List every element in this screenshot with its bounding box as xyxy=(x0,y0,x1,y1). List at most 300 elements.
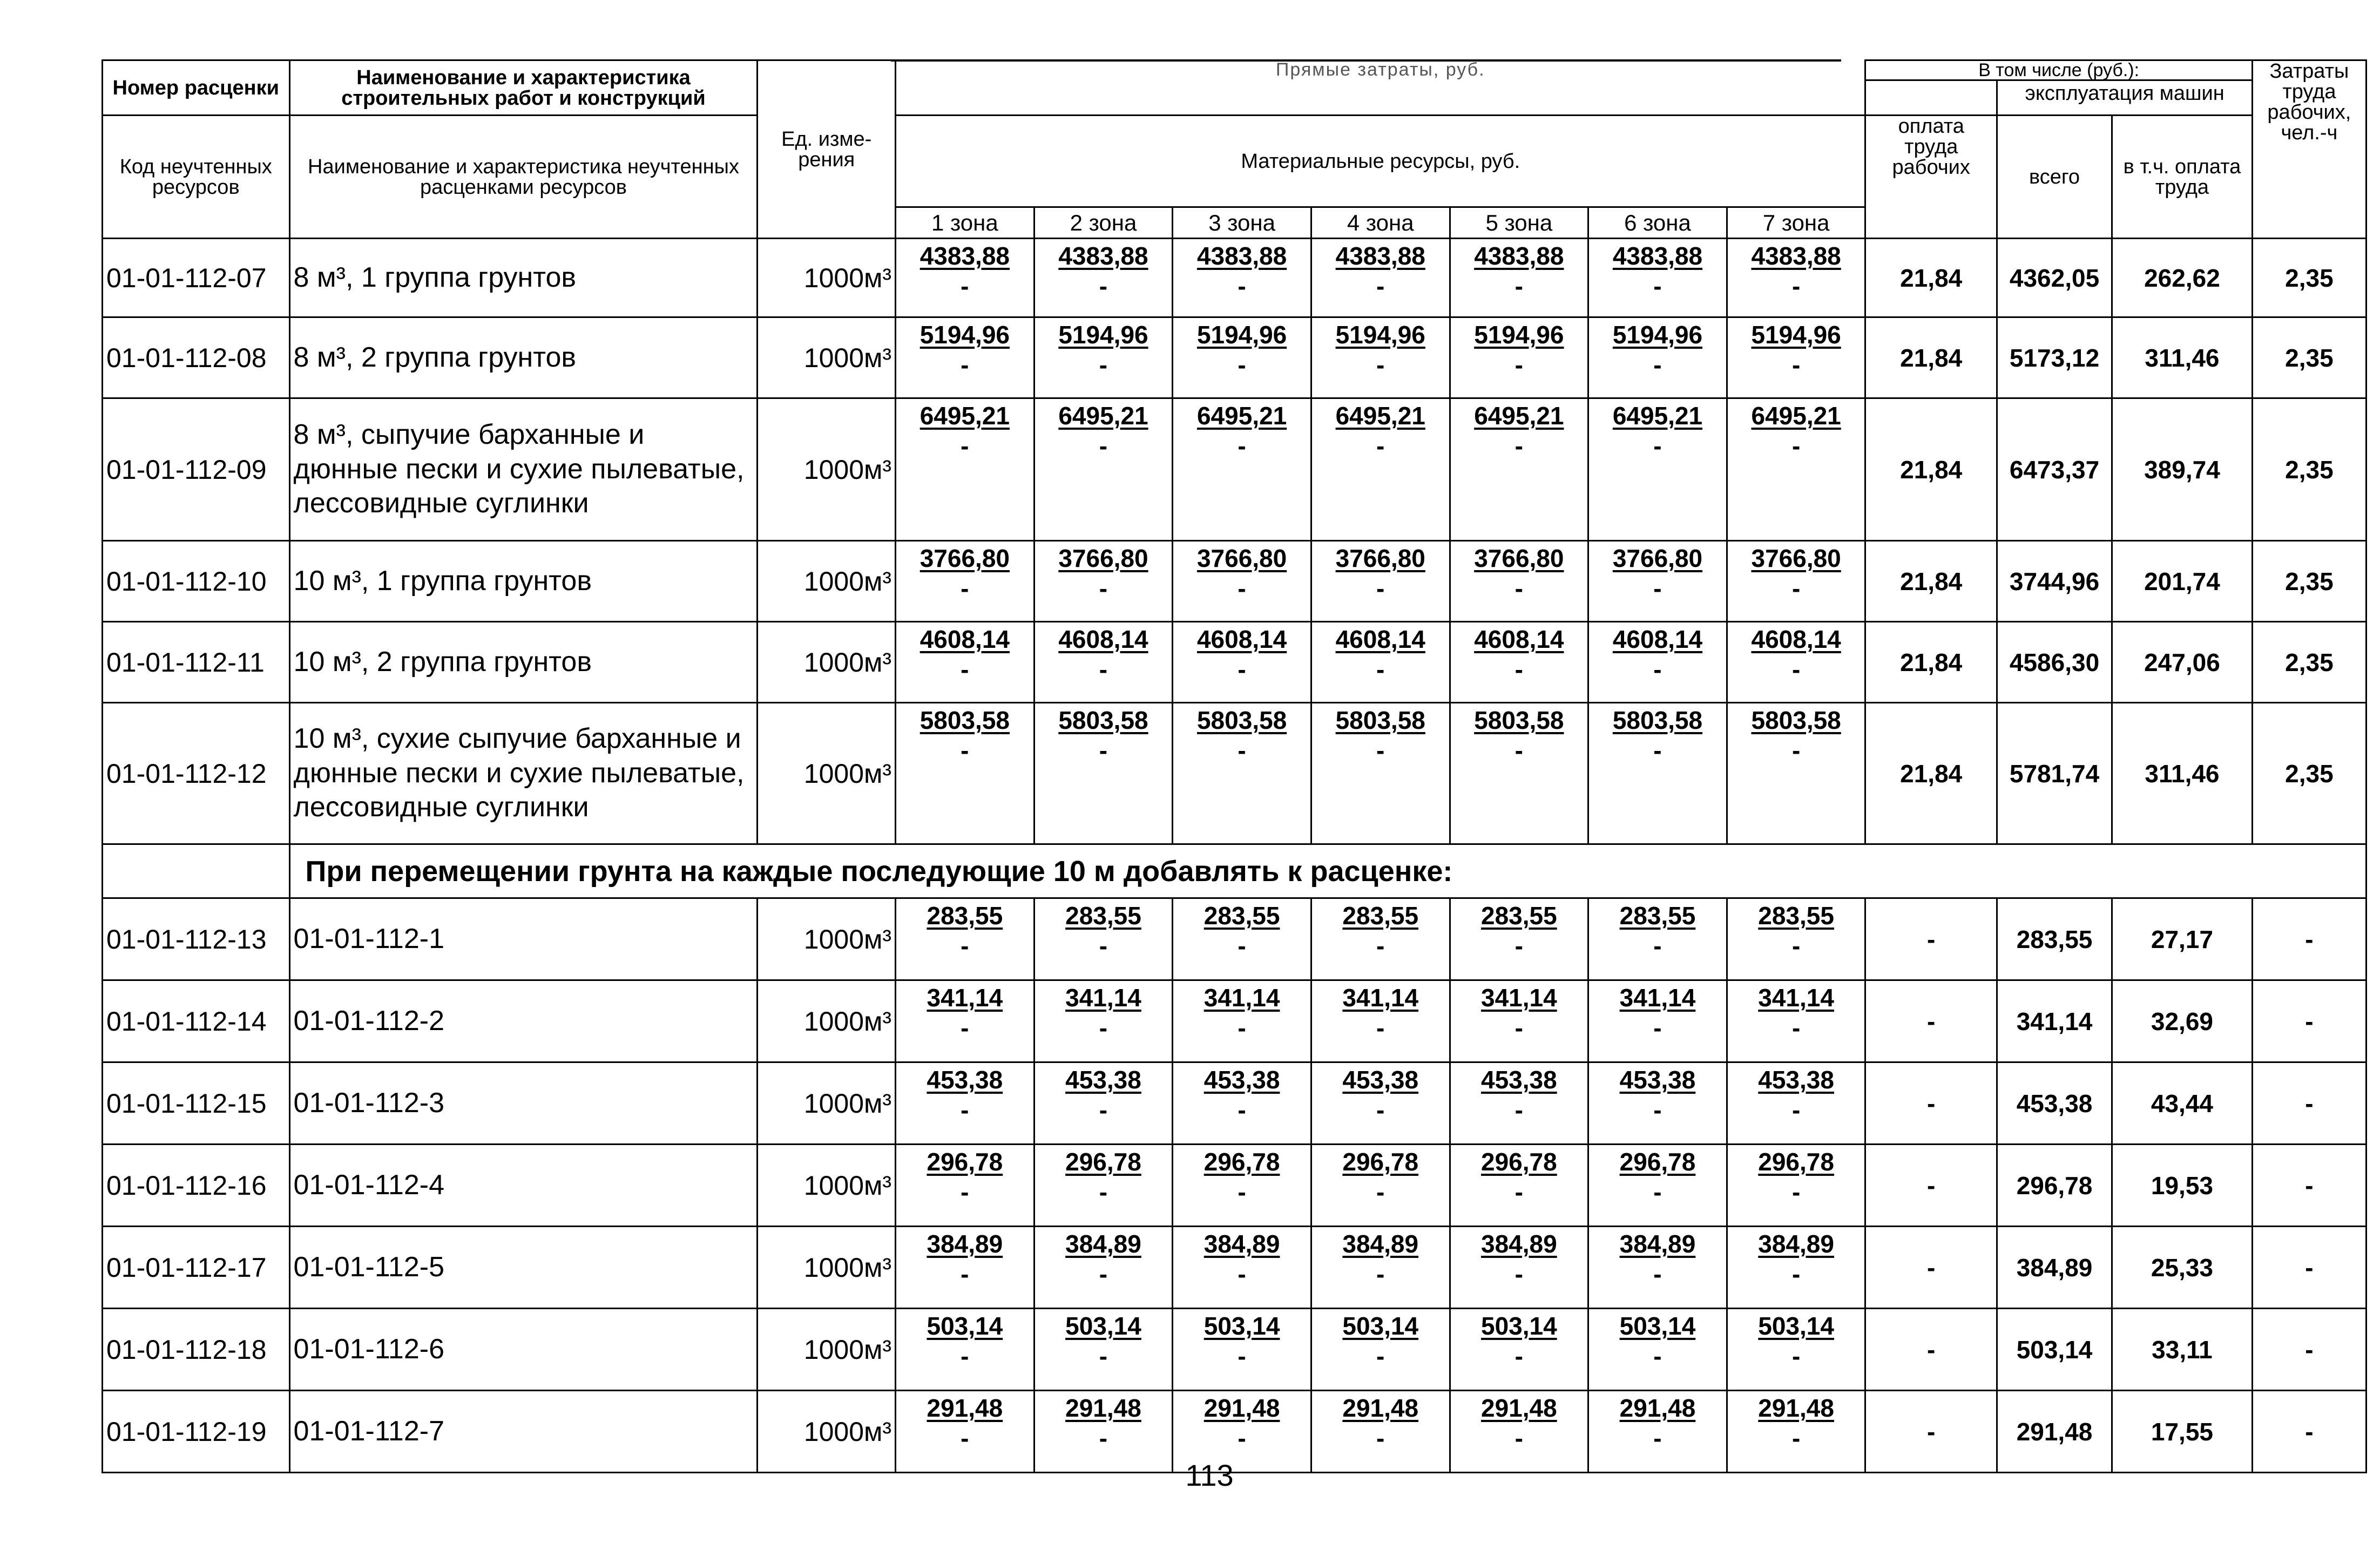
table-row xyxy=(103,239,2367,317)
zone-header: 6 зона xyxy=(1588,207,1727,239)
labor-hours-value: 2,35 xyxy=(2252,703,2366,844)
machines-total-value: 4362,05 xyxy=(1997,239,2112,317)
zone-cost-value: 384,89 xyxy=(1480,1230,1557,1258)
zone-cost-dash: - xyxy=(1514,1342,1523,1370)
rate-name: 10 м³, 1 группа грунтов xyxy=(289,541,758,622)
labor-pay-value: 21,84 xyxy=(1865,317,1997,398)
zone-cost xyxy=(1450,703,1588,844)
zone-cost xyxy=(1588,1227,1727,1309)
labor-pay-value: - xyxy=(1865,1391,1997,1473)
rate-name: 10 м³, сухие сыпучие барханные и дюнные пески и сухие пылеватые, лессовидные суглинки xyxy=(289,703,758,844)
zone-cost-dash: - xyxy=(1514,1260,1523,1288)
machines-total-value: 341,14 xyxy=(1997,980,2112,1062)
zone-cost-dash: - xyxy=(1099,272,1108,300)
zone-cost-dash: - xyxy=(1653,351,1662,379)
zone-cost xyxy=(1450,1145,1588,1227)
zone-cost xyxy=(1450,398,1588,541)
zone-cost xyxy=(1588,317,1727,398)
zone-cost-value: 4608,14 xyxy=(1058,625,1148,653)
table-row xyxy=(103,541,2367,622)
zone-cost-value: 4383,88 xyxy=(1058,242,1148,270)
zone-cost-value: 5194,96 xyxy=(1335,321,1425,349)
labor-pay-value: - xyxy=(1865,1227,1997,1309)
rate-name: 8 м³, 2 группа грунтов xyxy=(289,317,758,398)
zone-cost-value: 6495,21 xyxy=(1751,402,1841,430)
zone-cost-value: 341,14 xyxy=(1480,984,1557,1012)
page-number: 113 xyxy=(1185,1458,1234,1492)
zone-cost-value: 384,89 xyxy=(1342,1230,1419,1258)
unit-value: 1000м³ xyxy=(758,1309,896,1391)
zone-cost-dash: - xyxy=(1791,272,1801,300)
zone-cost-dash: - xyxy=(1376,736,1385,764)
zone-cost-dash: - xyxy=(1376,1424,1385,1452)
rate-code: 01-01-112-11 xyxy=(103,622,290,703)
zone-cost-dash: - xyxy=(1238,932,1246,960)
zone-cost xyxy=(1173,317,1311,398)
zone-cost-value: 291,48 xyxy=(1065,1394,1141,1422)
rate-name: 01-01-112-2 xyxy=(289,980,758,1062)
zone-cost xyxy=(896,317,1035,398)
rate-name: 01-01-112-7 xyxy=(289,1391,758,1473)
zone-cost-value: 4608,14 xyxy=(1612,625,1703,653)
zone-cost-value: 5194,96 xyxy=(1751,321,1841,349)
zone-cost xyxy=(1727,1062,1865,1145)
zone-cost-value: 384,89 xyxy=(1203,1230,1280,1258)
zone-cost xyxy=(1588,622,1727,703)
table-row xyxy=(103,980,2367,1062)
work-name-header: Наименование и характеристика строительных работ и конструкций xyxy=(289,60,758,116)
zone-cost xyxy=(896,1391,1035,1473)
machines-labor-value: 32,69 xyxy=(2112,980,2253,1062)
unit-value: 1000м³ xyxy=(758,1391,896,1473)
zone-cost-value: 503,14 xyxy=(927,1312,1003,1340)
zone-cost xyxy=(1173,703,1311,844)
zone-cost xyxy=(1311,898,1450,980)
zone-cost-value: 296,78 xyxy=(1619,1148,1696,1176)
zone-cost-dash: - xyxy=(1514,655,1523,683)
zone-cost-dash: - xyxy=(1791,1096,1801,1124)
zone-cost-value: 5194,96 xyxy=(919,321,1010,349)
machines-total-header: всего xyxy=(1997,116,2112,239)
zone-cost-dash: - xyxy=(1514,1014,1523,1042)
zone-cost-value: 5194,96 xyxy=(1612,321,1703,349)
rate-name: 8 м³, 1 группа грунтов xyxy=(289,239,758,317)
zone-cost-value: 4383,88 xyxy=(1751,242,1841,270)
zone-cost-value: 341,14 xyxy=(1203,984,1280,1012)
labor-pay-value: - xyxy=(1865,1145,1997,1227)
zone-cost-dash: - xyxy=(1376,574,1385,603)
zone-cost-dash: - xyxy=(1238,272,1246,300)
rate-name: 8 м³, сыпучие барханные и дюнные пески и сухие пылеватые, лессовидные суглинки xyxy=(289,398,758,541)
zone-cost-value: 296,78 xyxy=(1342,1148,1419,1176)
zone-cost-dash: - xyxy=(1376,1014,1385,1042)
machines-labor-value: 33,11 xyxy=(2112,1309,2253,1391)
zone-cost-value: 4608,14 xyxy=(1335,625,1425,653)
zone-cost xyxy=(1727,703,1865,844)
zone-cost xyxy=(1034,1062,1173,1145)
zone-cost-dash: - xyxy=(1099,1342,1108,1370)
zone-cost xyxy=(1173,980,1311,1062)
zone-cost-value: 291,48 xyxy=(1203,1394,1280,1422)
machines-labor-value: 247,06 xyxy=(2112,622,2253,703)
zone-cost-value: 4383,88 xyxy=(1335,242,1425,270)
table-row xyxy=(103,1227,2367,1309)
zone-cost xyxy=(896,980,1035,1062)
zone-cost-dash: - xyxy=(1514,1178,1523,1206)
labor-pay-value: 21,84 xyxy=(1865,239,1997,317)
zone-cost-value: 6495,21 xyxy=(1335,402,1425,430)
zone-cost-dash: - xyxy=(1653,932,1662,960)
zone-cost xyxy=(1173,622,1311,703)
zone-cost xyxy=(896,898,1035,980)
zone-cost xyxy=(1034,1227,1173,1309)
labor-hours-header: Затраты труда рабочих, чел.-ч xyxy=(2252,60,2366,239)
zone-cost-dash: - xyxy=(1376,1260,1385,1288)
zone-cost-value: 5194,96 xyxy=(1196,321,1287,349)
zone-cost xyxy=(1311,398,1450,541)
zone-cost-value: 453,38 xyxy=(1342,1066,1419,1094)
machines-labor-value: 43,44 xyxy=(2112,1062,2253,1145)
labor-pay-value: - xyxy=(1865,1062,1997,1145)
zone-cost xyxy=(1588,980,1727,1062)
machines-labor-value: 311,46 xyxy=(2112,317,2253,398)
table-row xyxy=(103,398,2367,541)
zone-cost xyxy=(896,541,1035,622)
zone-cost-value: 503,14 xyxy=(1342,1312,1419,1340)
zone-cost xyxy=(1450,622,1588,703)
zone-cost-value: 5803,58 xyxy=(1335,706,1425,734)
zone-cost-value: 453,38 xyxy=(1203,1066,1280,1094)
rates-body-b xyxy=(103,898,2367,1473)
rate-code: 01-01-112-10 xyxy=(103,541,290,622)
unit-value: 1000м³ xyxy=(758,1062,896,1145)
zone-cost-dash: - xyxy=(1099,1424,1108,1452)
zone-cost-dash: - xyxy=(961,574,969,603)
zone-cost-value: 291,48 xyxy=(1758,1394,1834,1422)
labor-pay-value: 21,84 xyxy=(1865,622,1997,703)
zone-cost xyxy=(1311,1391,1450,1473)
zone-cost-dash: - xyxy=(1791,432,1801,460)
zone-cost-dash: - xyxy=(1238,1178,1246,1206)
zone-cost-value: 3766,80 xyxy=(1612,544,1703,572)
zone-cost xyxy=(1588,541,1727,622)
zone-cost xyxy=(1727,1227,1865,1309)
zone-cost xyxy=(1727,541,1865,622)
zone-cost-value: 503,14 xyxy=(1480,1312,1557,1340)
labor-hours-value: 2,35 xyxy=(2252,398,2366,541)
rate-number-header: Номер расценки xyxy=(103,60,290,116)
zone-cost xyxy=(896,1062,1035,1145)
zone-cost-value: 5803,58 xyxy=(1612,706,1703,734)
direct-costs-header: Прямые затраты, руб. xyxy=(896,60,1865,116)
rate-name: 01-01-112-5 xyxy=(289,1227,758,1309)
unit-value: 1000м³ xyxy=(758,398,896,541)
zone-cost-dash: - xyxy=(1376,655,1385,683)
zone-cost-dash: - xyxy=(1376,432,1385,460)
zone-cost-dash: - xyxy=(1099,432,1108,460)
labor-pay-value: 21,84 xyxy=(1865,703,1997,844)
rate-name: 01-01-112-1 xyxy=(289,898,758,980)
labor-hours-value: 2,35 xyxy=(2252,317,2366,398)
zone-cost-dash: - xyxy=(1791,1424,1801,1452)
zone-cost-dash: - xyxy=(1791,1260,1801,1288)
zone-cost-dash: - xyxy=(1653,655,1662,683)
zone-cost-dash: - xyxy=(961,932,969,960)
zone-cost-value: 4608,14 xyxy=(919,625,1010,653)
zone-cost-value: 341,14 xyxy=(1065,984,1141,1012)
zone-cost xyxy=(1311,239,1450,317)
zone-cost-value: 3766,80 xyxy=(1196,544,1287,572)
unit-value: 1000м³ xyxy=(758,541,896,622)
zone-cost-dash: - xyxy=(1653,1096,1662,1124)
zone-cost-dash: - xyxy=(1238,351,1246,379)
labor-pay-value: 21,84 xyxy=(1865,398,1997,541)
machines-labor-value: 389,74 xyxy=(2112,398,2253,541)
zone-cost-value: 453,38 xyxy=(1480,1066,1557,1094)
zone-cost-dash: - xyxy=(1099,351,1108,379)
unit-value: 1000м³ xyxy=(758,239,896,317)
zone-cost-dash: - xyxy=(1238,1096,1246,1124)
zone-cost xyxy=(1588,1391,1727,1473)
labor-pay-value: 21,84 xyxy=(1865,541,1997,622)
zone-cost-dash: - xyxy=(1653,432,1662,460)
zone-cost-dash: - xyxy=(1514,351,1523,379)
including-header: В том числе (руб.): xyxy=(1866,61,2251,81)
zone-cost xyxy=(896,239,1035,317)
machines-labor-value: 311,46 xyxy=(2112,703,2253,844)
zone-cost xyxy=(1450,317,1588,398)
zone-cost xyxy=(896,622,1035,703)
labor-hours-value: - xyxy=(2252,1145,2366,1227)
unit-value: 1000м³ xyxy=(758,703,896,844)
labor-pay-value: - xyxy=(1865,1309,1997,1391)
zone-cost-dash: - xyxy=(1791,736,1801,764)
zone-cost-dash: - xyxy=(961,272,969,300)
unit-value: 1000м³ xyxy=(758,1227,896,1309)
unit-header: Ед. изме- рения xyxy=(758,60,896,239)
zone-cost-dash: - xyxy=(1791,1178,1801,1206)
rate-code: 01-01-112-16 xyxy=(103,1145,290,1227)
rate-code: 01-01-112-17 xyxy=(103,1227,290,1309)
zone-cost-value: 3766,80 xyxy=(1751,544,1841,572)
zone-cost-dash: - xyxy=(1653,736,1662,764)
zone-cost-dash: - xyxy=(961,1260,969,1288)
labor-hours-value: 2,35 xyxy=(2252,541,2366,622)
zone-header: 5 зона xyxy=(1450,207,1588,239)
zone-cost xyxy=(1311,980,1450,1062)
zone-cost xyxy=(1034,317,1173,398)
zone-cost-value: 453,38 xyxy=(1758,1066,1834,1094)
zone-cost-dash: - xyxy=(1376,932,1385,960)
zone-cost xyxy=(1173,1062,1311,1145)
header-row-2 xyxy=(103,116,2367,207)
zone-cost-value: 4383,88 xyxy=(1196,242,1287,270)
zone-cost-value: 341,14 xyxy=(1619,984,1696,1012)
rate-code: 01-01-112-08 xyxy=(103,317,290,398)
unit-value: 1000м³ xyxy=(758,317,896,398)
zone-cost-value: 4608,14 xyxy=(1751,625,1841,653)
zone-cost xyxy=(1311,1062,1450,1145)
machines-labor-header: в т.ч. оплата труда xyxy=(2112,116,2253,239)
zone-cost-value: 4608,14 xyxy=(1196,625,1287,653)
zone-cost-value: 341,14 xyxy=(1758,984,1834,1012)
zone-cost xyxy=(1450,239,1588,317)
zone-cost-dash: - xyxy=(1238,432,1246,460)
zone-cost-dash: - xyxy=(1653,1260,1662,1288)
zone-cost xyxy=(1727,898,1865,980)
zone-cost xyxy=(1034,541,1173,622)
zone-cost xyxy=(1034,703,1173,844)
zone-cost xyxy=(1727,1391,1865,1473)
zone-cost-value: 291,48 xyxy=(1619,1394,1696,1422)
table-row xyxy=(103,622,2367,703)
rate-code: 01-01-112-07 xyxy=(103,239,290,317)
zone-cost-dash: - xyxy=(1099,1014,1108,1042)
zone-cost-dash: - xyxy=(1653,272,1662,300)
table-row xyxy=(103,1309,2367,1391)
zone-cost-value: 384,89 xyxy=(927,1230,1003,1258)
zone-cost-dash: - xyxy=(1099,1260,1108,1288)
machines-total-value: 453,38 xyxy=(1997,1062,2112,1145)
machines-total-value: 503,14 xyxy=(1997,1309,2112,1391)
zone-cost-value: 503,14 xyxy=(1203,1312,1280,1340)
zone-cost-dash: - xyxy=(961,1424,969,1452)
zone-cost xyxy=(1450,898,1588,980)
unit-value: 1000м³ xyxy=(758,1145,896,1227)
zone-cost-value: 3766,80 xyxy=(1474,544,1564,572)
labor-hours-value: 2,35 xyxy=(2252,622,2366,703)
zone-cost-dash: - xyxy=(1791,1014,1801,1042)
zone-cost xyxy=(1588,1062,1727,1145)
zone-cost-dash: - xyxy=(1791,574,1801,603)
zone-cost xyxy=(1173,541,1311,622)
zone-cost xyxy=(1173,1227,1311,1309)
zone-cost-dash: - xyxy=(1099,932,1108,960)
machines-labor-value: 25,33 xyxy=(2112,1227,2253,1309)
labor-pay-value: - xyxy=(1865,980,1997,1062)
zone-cost-dash: - xyxy=(1376,1096,1385,1124)
zone-cost xyxy=(1727,1145,1865,1227)
zone-cost xyxy=(1311,1309,1450,1391)
zone-cost-value: 3766,80 xyxy=(919,544,1010,572)
unit-value: 1000м³ xyxy=(758,980,896,1062)
zone-cost-value: 4383,88 xyxy=(1612,242,1703,270)
zone-cost xyxy=(896,1227,1035,1309)
machines-labor-value: 19,53 xyxy=(2112,1145,2253,1227)
zone-cost-value: 503,14 xyxy=(1619,1312,1696,1340)
zone-cost-value: 296,78 xyxy=(1480,1148,1557,1176)
zone-cost xyxy=(1450,980,1588,1062)
zone-cost-dash: - xyxy=(1514,736,1523,764)
including-group xyxy=(1865,60,2252,116)
zone-cost-dash: - xyxy=(961,1342,969,1370)
zone-cost-value: 4383,88 xyxy=(919,242,1010,270)
zone-cost-dash: - xyxy=(1514,574,1523,603)
zone-cost-dash: - xyxy=(1653,1342,1662,1370)
labor-hours-value: 2,35 xyxy=(2252,239,2366,317)
rate-code: 01-01-112-15 xyxy=(103,1062,290,1145)
zone-cost-value: 5803,58 xyxy=(1196,706,1287,734)
zone-cost xyxy=(1311,1145,1450,1227)
zone-cost-value: 453,38 xyxy=(927,1066,1003,1094)
rates-body-a xyxy=(103,239,2367,844)
zone-cost-value: 6495,21 xyxy=(1474,402,1564,430)
zone-cost-value: 291,48 xyxy=(1342,1394,1419,1422)
zone-cost-dash: - xyxy=(1238,1014,1246,1042)
zone-cost-dash: - xyxy=(1238,736,1246,764)
including-subheaders xyxy=(1866,81,2251,114)
zone-cost-dash: - xyxy=(1653,1178,1662,1206)
labor-hours-value: - xyxy=(2252,1062,2366,1145)
materials-header: Материальные ресурсы, руб. xyxy=(896,116,1865,207)
zone-cost xyxy=(1034,980,1173,1062)
rate-code: 01-01-112-14 xyxy=(103,980,290,1062)
zone-cost-dash: - xyxy=(1099,736,1108,764)
zone-cost-value: 283,55 xyxy=(1342,902,1419,930)
machines-total-value: 5781,74 xyxy=(1997,703,2112,844)
zone-cost-dash: - xyxy=(1653,1424,1662,1452)
labor-hours-value: - xyxy=(2252,1391,2366,1473)
zone-cost-value: 6495,21 xyxy=(1196,402,1287,430)
labor-hours-value: - xyxy=(2252,898,2366,980)
zone-header: 2 зона xyxy=(1034,207,1173,239)
zone-cost xyxy=(1173,1145,1311,1227)
machines-labor-value: 17,55 xyxy=(2112,1391,2253,1473)
zone-cost-dash: - xyxy=(1514,1424,1523,1452)
resource-name-header: Наименование и характеристика неучтенных расценками ресурсов xyxy=(289,116,758,239)
zone-cost-dash: - xyxy=(961,1096,969,1124)
zone-cost xyxy=(1034,398,1173,541)
zone-header: 3 зона xyxy=(1173,207,1311,239)
zone-cost-value: 384,89 xyxy=(1758,1230,1834,1258)
zone-cost xyxy=(1173,898,1311,980)
zone-cost xyxy=(1588,239,1727,317)
labor-pay-header: оплата труда рабочих xyxy=(1865,116,1997,239)
machines-total-value: 283,55 xyxy=(1997,898,2112,980)
note-row xyxy=(103,844,2367,898)
resource-code-header: Код неучтенных ресурсов xyxy=(103,116,290,239)
zone-cost xyxy=(1588,1309,1727,1391)
zone-cost xyxy=(1034,622,1173,703)
zone-cost-value: 341,14 xyxy=(1342,984,1419,1012)
zone-cost xyxy=(1034,1145,1173,1227)
zone-header: 4 зона xyxy=(1311,207,1450,239)
machines-total-value: 4586,30 xyxy=(1997,622,2112,703)
zone-cost-value: 341,14 xyxy=(927,984,1003,1012)
zone-cost-dash: - xyxy=(961,655,969,683)
zone-cost-dash: - xyxy=(1099,1178,1108,1206)
zone-cost xyxy=(1727,1309,1865,1391)
table-row xyxy=(103,703,2367,844)
rate-code: 01-01-112-19 xyxy=(103,1391,290,1473)
rate-name: 01-01-112-3 xyxy=(289,1062,758,1145)
zone-cost xyxy=(1034,1309,1173,1391)
zone-header: 1 зона xyxy=(896,207,1035,239)
zone-cost-value: 283,55 xyxy=(1758,902,1834,930)
zone-cost xyxy=(1727,622,1865,703)
zone-cost xyxy=(1173,398,1311,541)
machines-labor-value: 27,17 xyxy=(2112,898,2253,980)
rates-table xyxy=(102,59,2367,1473)
zone-cost-dash: - xyxy=(1791,932,1801,960)
zone-header: 7 зона xyxy=(1727,207,1865,239)
zone-cost-value: 283,55 xyxy=(927,902,1003,930)
zone-cost-value: 3766,80 xyxy=(1335,544,1425,572)
zone-cost xyxy=(1034,898,1173,980)
table-row xyxy=(103,898,2367,980)
zone-cost-dash: - xyxy=(1514,272,1523,300)
zone-cost xyxy=(1727,398,1865,541)
